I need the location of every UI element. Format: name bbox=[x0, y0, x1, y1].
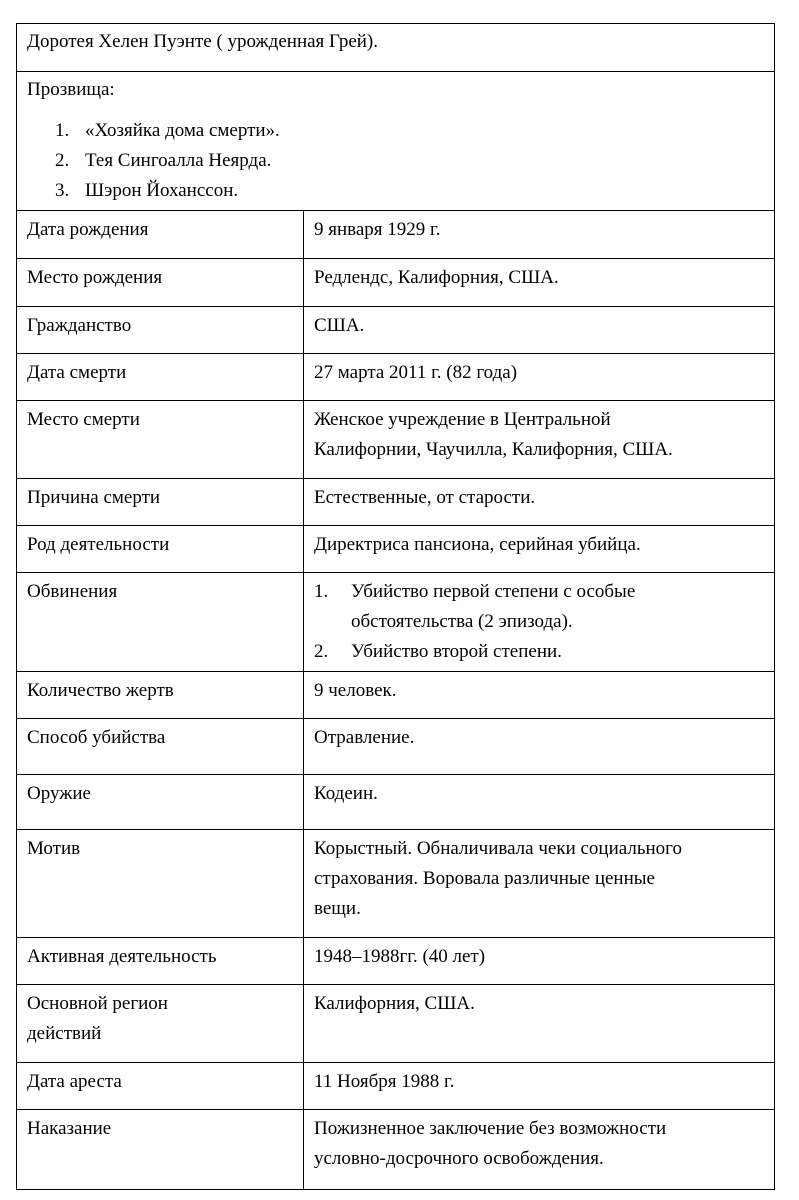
table-row bbox=[17, 526, 775, 573]
biography-table bbox=[16, 23, 775, 1190]
value-line: Калифорнии, Чаучилла, Калифорния, США. bbox=[314, 439, 673, 460]
row-label: Количество жертв bbox=[17, 672, 304, 719]
row-value bbox=[304, 1110, 775, 1190]
value-line: Пожизненное заключение без возможности bbox=[314, 1118, 667, 1139]
row-label: Место рождения bbox=[17, 259, 304, 307]
charges-list bbox=[314, 577, 765, 667]
row-value: Отравление. bbox=[304, 719, 775, 775]
row-value: 1948–1988гг. (40 лет) bbox=[304, 938, 775, 985]
row-label: Дата ареста bbox=[17, 1063, 304, 1110]
value-line: условно-досрочного освобождения. bbox=[314, 1148, 604, 1169]
nicknames-list bbox=[55, 116, 765, 206]
row-value: 11 Ноября 1988 г. bbox=[304, 1063, 775, 1110]
row-label: Мотив bbox=[17, 830, 304, 938]
row-label: Род деятельности bbox=[17, 526, 304, 573]
row-label: Активная деятельность bbox=[17, 938, 304, 985]
row-label: Обвинения bbox=[17, 573, 304, 672]
table-row bbox=[17, 259, 775, 307]
value-line: вещи. bbox=[314, 898, 361, 919]
label-line: действий bbox=[27, 1023, 102, 1044]
row-label: Место смерти bbox=[17, 401, 304, 479]
row-value: Директриса пансиона, серийная убийца. bbox=[304, 526, 775, 573]
row-label: Наказание bbox=[17, 1110, 304, 1190]
row-label: Гражданство bbox=[17, 307, 304, 354]
table-row bbox=[17, 719, 775, 775]
row-value: Калифорния, США. bbox=[304, 985, 775, 1063]
table-row bbox=[17, 401, 775, 479]
nicknames-label: Прозвища: bbox=[27, 79, 115, 100]
table-row bbox=[17, 672, 775, 719]
row-value bbox=[304, 573, 775, 672]
row-value: Редлендс, Калифорния, США. bbox=[304, 259, 775, 307]
row-value: США. bbox=[304, 307, 775, 354]
value-line: Корыстный. Обналичивала чеки социального bbox=[314, 838, 682, 859]
table-row bbox=[17, 1110, 775, 1190]
table-row bbox=[17, 211, 775, 259]
row-value: Кодеин. bbox=[304, 775, 775, 830]
list-item: 3. Шэрон Йоханссон. bbox=[55, 180, 239, 201]
table-row bbox=[17, 985, 775, 1063]
row-label bbox=[17, 985, 304, 1063]
nicknames-cell bbox=[17, 72, 775, 211]
row-value bbox=[304, 830, 775, 938]
row-value: 9 января 1929 г. bbox=[304, 211, 775, 259]
table-row bbox=[17, 775, 775, 830]
table-row bbox=[17, 354, 775, 401]
row-value bbox=[304, 401, 775, 479]
table-row bbox=[17, 307, 775, 354]
value-line: Женское учреждение в Центральной bbox=[314, 409, 611, 430]
list-item: 1. «Хозяйка дома смерти». bbox=[55, 120, 280, 141]
row-label: Способ убийства bbox=[17, 719, 304, 775]
row-value: 27 марта 2011 г. (82 года) bbox=[304, 354, 775, 401]
label-line: Основной регион bbox=[27, 993, 168, 1014]
table-row bbox=[17, 830, 775, 938]
row-value: 9 человек. bbox=[304, 672, 775, 719]
row-label: Дата смерти bbox=[17, 354, 304, 401]
full-name: Доротея Хелен Пуэнте ( урожденная Грей). bbox=[27, 31, 379, 52]
row-label: Оружие bbox=[17, 775, 304, 830]
name-row bbox=[17, 24, 775, 72]
name-cell bbox=[17, 24, 775, 72]
row-value: Естественные, от старости. bbox=[304, 479, 775, 526]
list-item: 2. Тея Сингоалла Неярда. bbox=[55, 150, 272, 171]
table-row bbox=[17, 1063, 775, 1110]
table-row bbox=[17, 938, 775, 985]
nicknames-row bbox=[17, 72, 775, 211]
table-row bbox=[17, 573, 775, 672]
row-label: Причина смерти bbox=[17, 479, 304, 526]
list-item: 2. Убийство второй степени. bbox=[314, 641, 562, 662]
table-row bbox=[17, 479, 775, 526]
value-line: страхования. Воровала различные ценные bbox=[314, 868, 655, 889]
list-item: 1. Убийство первой степени с особые обстоятельства (2 эпизода). bbox=[314, 581, 636, 632]
row-label: Дата рождения bbox=[17, 211, 304, 259]
